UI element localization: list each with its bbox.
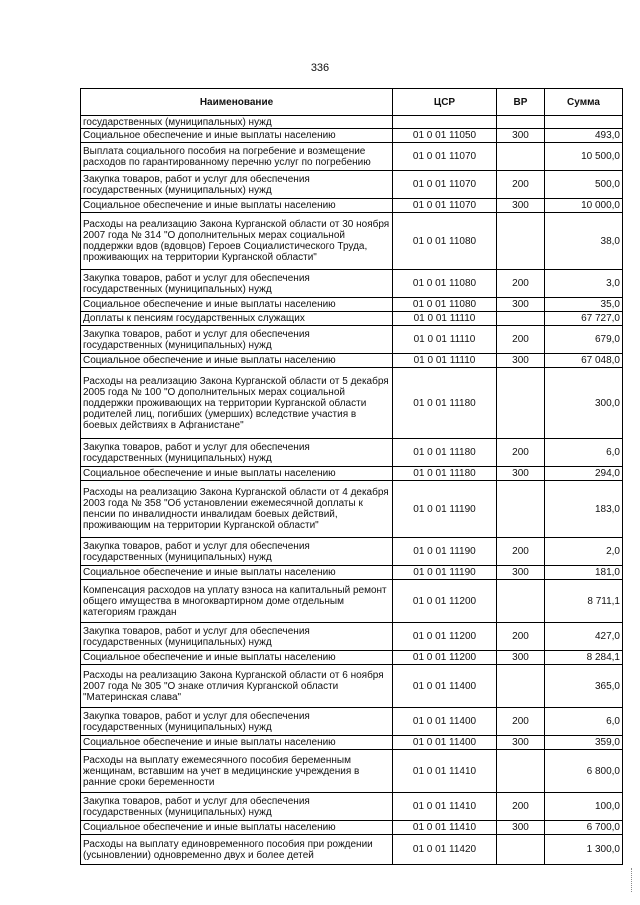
table-row <box>81 566 623 580</box>
csr-cell: 01 0 01 11400 <box>393 736 497 750</box>
table-row <box>81 171 623 199</box>
name-cell: Выплата социального пособия на погребение и возмещение расходов по гарантированному перечню услуг по погребению <box>81 143 393 171</box>
vr-cell <box>497 368 545 439</box>
table-row <box>81 665 623 708</box>
vr-cell <box>497 116 545 129</box>
vr-cell <box>497 213 545 270</box>
csr-cell: 01 0 01 11070 <box>393 143 497 171</box>
sum-cell: 6,0 <box>545 708 623 736</box>
name-cell: Расходы на реализацию Закона Курганской области от 30 ноября 2007 года № 314 "О дополнительных мерах социальной поддержки вдов (вдовцов) Героев Социалистического Труда, проживающих на территории Курганской области" <box>81 213 393 270</box>
vr-cell: 300 <box>497 566 545 580</box>
table-row <box>81 439 623 467</box>
csr-cell: 01 0 01 11070 <box>393 171 497 199</box>
sum-cell: 359,0 <box>545 736 623 750</box>
table-row <box>81 651 623 665</box>
csr-cell: 01 0 01 11410 <box>393 793 497 821</box>
sum-cell: 3,0 <box>545 270 623 298</box>
name-cell: Закупка товаров, работ и услуг для обеспечения государственных (муниципальных) нужд <box>81 793 393 821</box>
name-cell: Социальное обеспечение и иные выплаты населению <box>81 651 393 665</box>
vr-cell: 300 <box>497 354 545 368</box>
name-cell: Социальное обеспечение и иные выплаты населению <box>81 566 393 580</box>
sum-cell: 493,0 <box>545 129 623 143</box>
sum-cell: 294,0 <box>545 467 623 481</box>
table-row <box>81 143 623 171</box>
vr-cell: 300 <box>497 467 545 481</box>
vr-cell: 200 <box>497 439 545 467</box>
sum-cell: 8 711,1 <box>545 580 623 623</box>
table-row <box>81 750 623 793</box>
table-row <box>81 199 623 213</box>
table-row <box>81 708 623 736</box>
csr-cell: 01 0 01 11180 <box>393 439 497 467</box>
table-body <box>81 116 623 865</box>
sum-cell: 679,0 <box>545 326 623 354</box>
sum-cell: 427,0 <box>545 623 623 651</box>
table-row <box>81 481 623 538</box>
sum-cell: 2,0 <box>545 538 623 566</box>
header-csr: ЦСР <box>393 89 497 116</box>
csr-cell: 01 0 01 11080 <box>393 213 497 270</box>
name-cell: Закупка товаров, работ и услуг для обеспечения государственных (муниципальных) нужд <box>81 538 393 566</box>
table-row <box>81 580 623 623</box>
sum-cell: 67 727,0 <box>545 312 623 326</box>
sum-cell: 8 284,1 <box>545 651 623 665</box>
sum-cell: 6,0 <box>545 439 623 467</box>
name-cell: Социальное обеспечение и иные выплаты населению <box>81 736 393 750</box>
csr-cell: 01 0 01 11110 <box>393 312 497 326</box>
sum-cell: 38,0 <box>545 213 623 270</box>
csr-cell: 01 0 01 11190 <box>393 566 497 580</box>
sum-cell <box>545 116 623 129</box>
table-row <box>81 354 623 368</box>
sum-cell: 100,0 <box>545 793 623 821</box>
csr-cell: 01 0 01 11420 <box>393 835 497 865</box>
sum-cell: 300,0 <box>545 368 623 439</box>
name-cell: Социальное обеспечение и иные выплаты населению <box>81 467 393 481</box>
table-row <box>81 213 623 270</box>
csr-cell: 01 0 01 11190 <box>393 481 497 538</box>
budget-table <box>80 88 623 865</box>
vr-cell: 200 <box>497 708 545 736</box>
name-cell: Расходы на реализацию Закона Курганской области от 4 декабря 2003 года № 358 "Об установлении ежемесячной доплаты к пенсии по инвалидности инвалидам боевых действий, проживающим на территории Курганской области" <box>81 481 393 538</box>
csr-cell: 01 0 01 11200 <box>393 580 497 623</box>
vr-cell: 300 <box>497 736 545 750</box>
csr-cell: 01 0 01 11410 <box>393 821 497 835</box>
csr-cell: 01 0 01 11200 <box>393 651 497 665</box>
name-cell: Закупка товаров, работ и услуг для обеспечения государственных (муниципальных) нужд <box>81 326 393 354</box>
name-cell: Социальное обеспечение и иные выплаты населению <box>81 298 393 312</box>
vr-cell <box>497 481 545 538</box>
sum-cell: 10 000,0 <box>545 199 623 213</box>
sum-cell: 365,0 <box>545 665 623 708</box>
name-cell: государственных (муниципальных) нужд <box>81 116 393 129</box>
table-row <box>81 623 623 651</box>
name-cell: Закупка товаров, работ и услуг для обеспечения государственных (муниципальных) нужд <box>81 439 393 467</box>
csr-cell: 01 0 01 11180 <box>393 368 497 439</box>
table-row <box>81 793 623 821</box>
name-cell: Компенсация расходов на уплату взноса на капитальный ремонт общего имущества в многоквартирном доме отдельным категориям граждан <box>81 580 393 623</box>
table-row <box>81 467 623 481</box>
name-cell: Расходы на выплату единовременного пособия при рождении (усыновлении) одновременно двух и более детей <box>81 835 393 865</box>
csr-cell: 01 0 01 11180 <box>393 467 497 481</box>
vr-cell: 300 <box>497 651 545 665</box>
table-row <box>81 312 623 326</box>
table-row <box>81 129 623 143</box>
header-vr: ВР <box>497 89 545 116</box>
header-sum: Сумма <box>545 89 623 116</box>
name-cell: Доплаты к пенсиям государственных служащих <box>81 312 393 326</box>
csr-cell <box>393 116 497 129</box>
vr-cell <box>497 143 545 171</box>
vr-cell: 200 <box>497 270 545 298</box>
table-row <box>81 298 623 312</box>
vr-cell <box>497 665 545 708</box>
name-cell: Закупка товаров, работ и услуг для обеспечения государственных (муниципальных) нужд <box>81 623 393 651</box>
name-cell: Социальное обеспечение и иные выплаты населению <box>81 821 393 835</box>
sum-cell: 500,0 <box>545 171 623 199</box>
csr-cell: 01 0 01 11410 <box>393 750 497 793</box>
table-row <box>81 736 623 750</box>
csr-cell: 01 0 01 11190 <box>393 538 497 566</box>
vr-cell: 200 <box>497 171 545 199</box>
vr-cell: 300 <box>497 129 545 143</box>
vr-cell: 200 <box>497 793 545 821</box>
sum-cell: 6 800,0 <box>545 750 623 793</box>
sum-cell: 183,0 <box>545 481 623 538</box>
table-row <box>81 270 623 298</box>
vr-cell: 200 <box>497 538 545 566</box>
csr-cell: 01 0 01 11110 <box>393 354 497 368</box>
vr-cell <box>497 835 545 865</box>
table-row <box>81 326 623 354</box>
table-row <box>81 368 623 439</box>
table-row <box>81 835 623 865</box>
header-name: Наименование <box>81 89 393 116</box>
name-cell: Расходы на выплату ежемесячного пособия беременным женщинам, вставшим на учет в медицинские учреждения в ранние сроки беременности <box>81 750 393 793</box>
sum-cell: 6 700,0 <box>545 821 623 835</box>
scan-edge-marks <box>631 868 634 892</box>
page-number: 336 <box>310 62 330 74</box>
name-cell: Закупка товаров, работ и услуг для обеспечения государственных (муниципальных) нужд <box>81 708 393 736</box>
name-cell: Социальное обеспечение и иные выплаты населению <box>81 129 393 143</box>
name-cell: Закупка товаров, работ и услуг для обеспечения государственных (муниципальных) нужд <box>81 270 393 298</box>
csr-cell: 01 0 01 11080 <box>393 270 497 298</box>
table-header-row <box>81 89 623 116</box>
vr-cell <box>497 580 545 623</box>
vr-cell <box>497 312 545 326</box>
csr-cell: 01 0 01 11070 <box>393 199 497 213</box>
csr-cell: 01 0 01 11110 <box>393 326 497 354</box>
sum-cell: 10 500,0 <box>545 143 623 171</box>
sum-cell: 181,0 <box>545 566 623 580</box>
csr-cell: 01 0 01 11080 <box>393 298 497 312</box>
csr-cell: 01 0 01 11400 <box>393 665 497 708</box>
vr-cell: 300 <box>497 199 545 213</box>
name-cell: Закупка товаров, работ и услуг для обеспечения государственных (муниципальных) нужд <box>81 171 393 199</box>
vr-cell: 300 <box>497 821 545 835</box>
sum-cell: 1 300,0 <box>545 835 623 865</box>
sum-cell: 35,0 <box>545 298 623 312</box>
table-row <box>81 821 623 835</box>
sum-cell: 67 048,0 <box>545 354 623 368</box>
name-cell: Расходы на реализацию Закона Курганской области от 5 декабря 2005 года № 100 "О дополнительных мерах социальной поддержки проживающих на территории Курганской области родителей лиц, погибших (умерших) вследствие участия в боевых действиях в Афганистане" <box>81 368 393 439</box>
csr-cell: 01 0 01 11400 <box>393 708 497 736</box>
vr-cell: 300 <box>497 298 545 312</box>
csr-cell: 01 0 01 11050 <box>393 129 497 143</box>
name-cell: Социальное обеспечение и иные выплаты населению <box>81 354 393 368</box>
vr-cell: 200 <box>497 326 545 354</box>
vr-cell: 200 <box>497 623 545 651</box>
table-row <box>81 538 623 566</box>
table-row <box>81 116 623 129</box>
vr-cell <box>497 750 545 793</box>
csr-cell: 01 0 01 11200 <box>393 623 497 651</box>
name-cell: Социальное обеспечение и иные выплаты населению <box>81 199 393 213</box>
name-cell: Расходы на реализацию Закона Курганской области от 6 ноября 2007 года № 305 "О знаке отличия Курганской области "Материнская слава" <box>81 665 393 708</box>
